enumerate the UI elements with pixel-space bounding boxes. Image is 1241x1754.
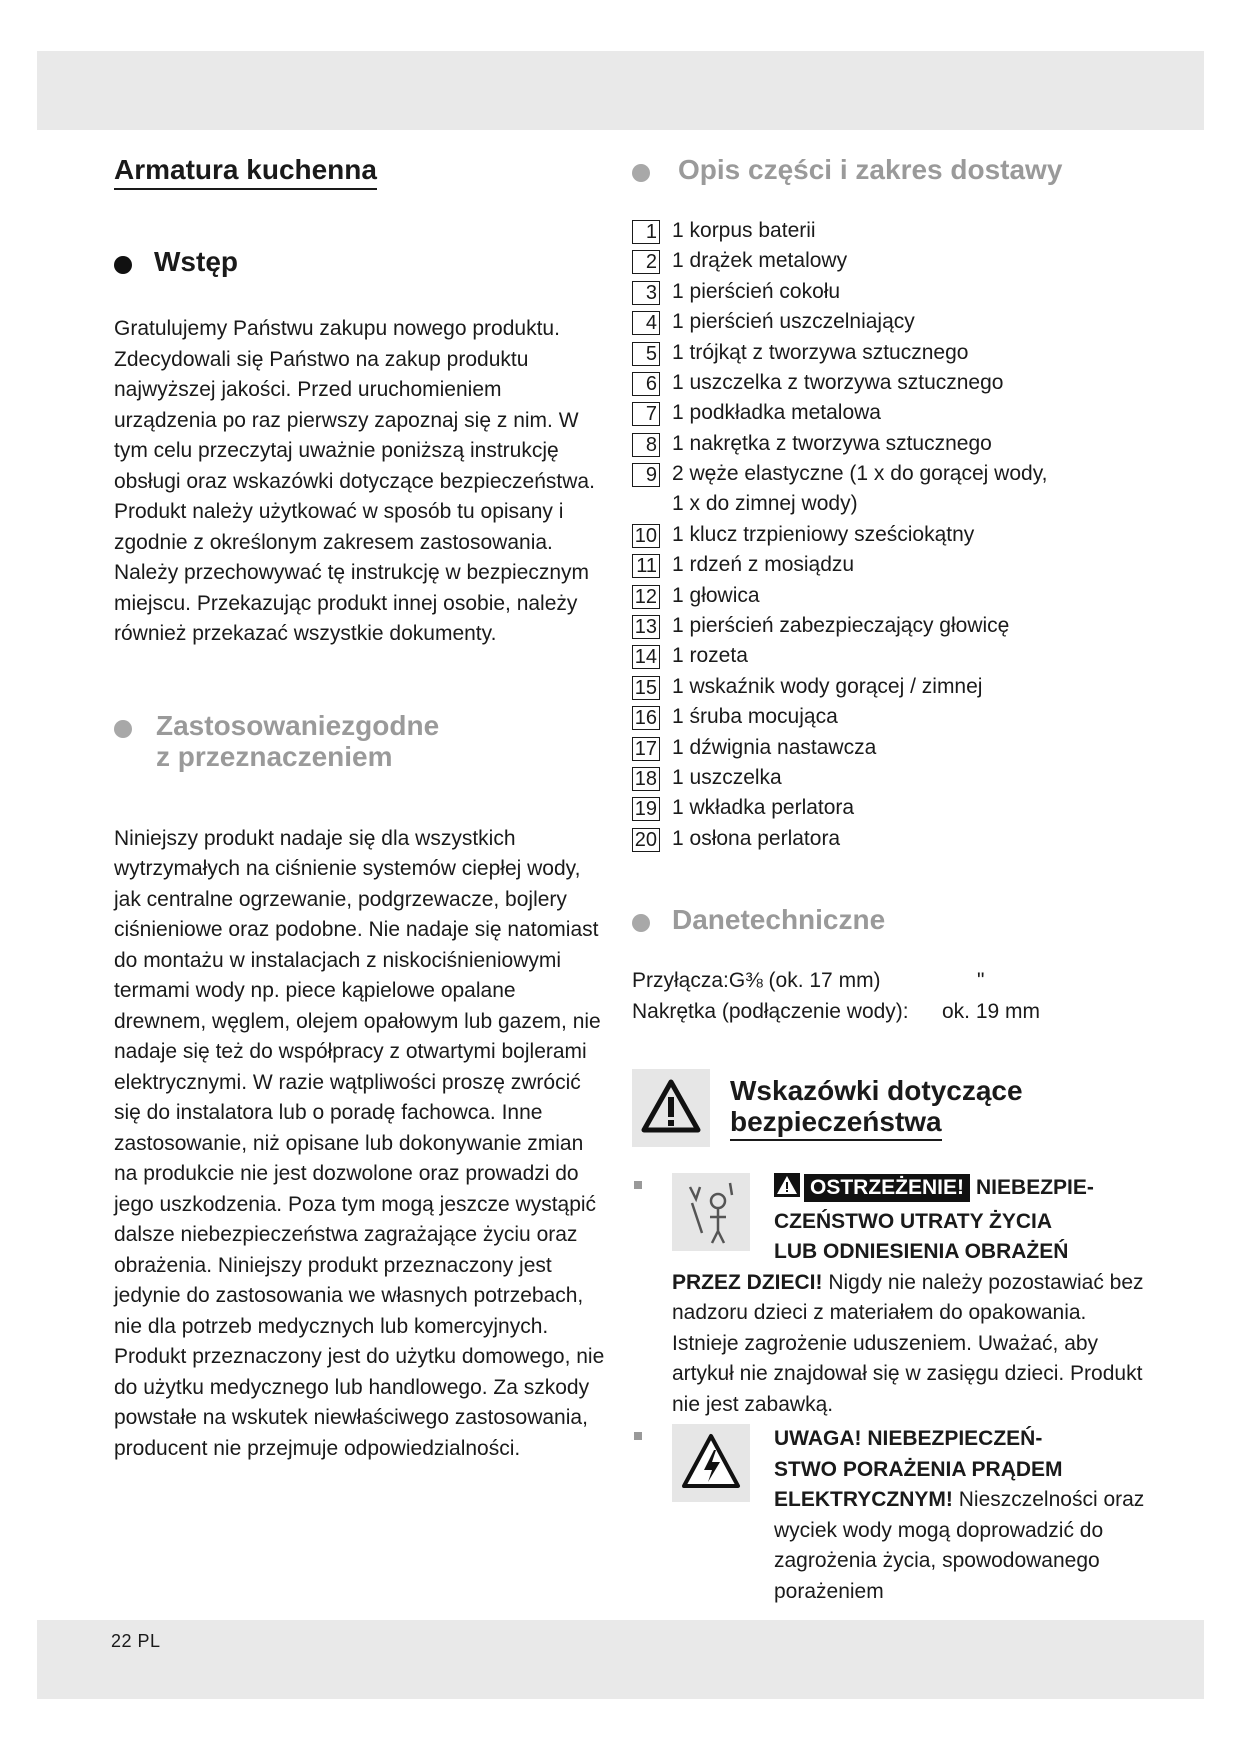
part-number: 2 [632, 250, 660, 274]
warning-badge: OSTRZEŻENIE! [804, 1174, 970, 1202]
part-number: 19 [632, 797, 660, 821]
part-text: 1 korpus baterii [672, 219, 816, 242]
part-number: 7 [632, 402, 660, 426]
part-text: 1 rozeta [672, 644, 748, 668]
part-number: 12 [632, 585, 660, 609]
list-item [632, 398, 1152, 428]
part-text: 1 nakrętka z tworzywa sztucznego [672, 431, 992, 455]
part-number: 3 [632, 281, 660, 305]
tech-connection-label: Przyłącza:G⅜ (ok. 17 mm) [632, 969, 881, 993]
part-text: 1 trójkąt z tworzywa sztucznego [672, 340, 969, 364]
part-number: 9 [632, 463, 660, 487]
intro-paragraph: Gratulujemy Państwu zakupu nowego produktu. Zdecydowali się Państwo na zakup produktu najwyższej jakości. Przed uruchomieniem urządzenia po raz pierwszy zapoznaj się z nim. W tym celu przeczytaj uważnie poniższą instrukcję obsługi oraz wskazówki dotyczące bezpieczeństwa. Produkt należy użytkować w sposób tu opisany i zgodnie z określonym zakresem zastosowania. Należy przechowywać tę instrukcję w bezpiecznym miejscu. Przekazując produkt innej osobie, należy również przekazać wszystkie dokumenty. [114, 317, 595, 645]
header-band [37, 51, 1204, 130]
list-item [632, 246, 1152, 276]
tech-nut-value: ok. 19 mm [942, 999, 1041, 1023]
document-title: Armatura kuchenna [114, 154, 377, 190]
part-number: 15 [632, 676, 660, 700]
warning1-head-a: NIEBEZPIE- [976, 1176, 1094, 1200]
bullet-dot-icon [632, 914, 650, 932]
part-number: 10 [632, 524, 660, 548]
part-number: 1 [632, 220, 660, 244]
part-text: 1 uszczelka z tworzywa sztucznego [672, 370, 1004, 394]
warning-badge-icon [774, 1173, 800, 1207]
tech-row-connection [632, 966, 1152, 997]
part-number: 11 [632, 554, 660, 578]
warning-children [632, 1173, 1152, 1420]
safety-heading-line1: Wskazówki dotyczące [730, 1075, 1023, 1107]
safety-heading [730, 1075, 1023, 1141]
list-item [632, 307, 1152, 337]
warning2-head-a: UWAGA! NIEBEZPIECZEŃ- [774, 1427, 1043, 1451]
left-column [114, 150, 609, 1464]
part-text: 1 pierścień cokołu [672, 279, 841, 303]
usage-heading-line1: Zastosowaniezgodne [156, 709, 440, 741]
list-item [632, 429, 1152, 459]
section-heading-intro [114, 246, 609, 286]
section-heading-tech [632, 904, 1152, 944]
list-item [632, 672, 1152, 702]
warning2-body: Nieszczelności oraz wyciek wody mogą doprowadzić do zagrożenia życia, spowodowanego porażeniem [774, 1488, 1145, 1603]
footer-band [37, 1620, 1204, 1699]
part-number: 18 [632, 767, 660, 791]
electric-hazard-icon [672, 1424, 750, 1502]
child-hazard-icon [672, 1173, 750, 1251]
tech-specs [632, 966, 1152, 1027]
part-text: 1 głowica [672, 583, 760, 607]
warning2-head-b: STWO PORAŻENIA PRĄDEM [774, 1457, 1063, 1481]
list-item [632, 277, 1152, 307]
bullet-dot-icon [114, 720, 132, 738]
tech-row-nut [632, 997, 1152, 1028]
warning-triangle-icon [632, 1069, 710, 1147]
warning1-head-b: CZEŃSTWO UTRATY ŻYCIA [774, 1209, 1053, 1233]
part-text: 1 wkładka perlatora [672, 796, 855, 820]
part-number: 4 [632, 311, 660, 335]
list-item [632, 368, 1152, 398]
right-column [632, 150, 1152, 1607]
usage-paragraph: Niniejszy produkt nadaje się dla wszystkich wytrzymałych na ciśnienie systemów ciepłej wody, jak centralne ogrzewanie, podgrzewacze, bojlery ciśnieniowe oraz podobne. Nie nadaje się natomiast do montażu w instalacjach z niskociśnieniowymi termami wody np. piece kąpielowe opalane drewnem, węglem, olejem opałowym lub gazem, nie nadaje się też do współpracy z otwartymi bojlerami elektrycznymi. W razie wątpliwości proszę zwrócić się do instalatora lub o poradę fachowca. Inne zastosowanie, niż opisane lub dokonywanie zmian na produkcie nie jest dozwolone oraz prowadzi do jego uszkodzenia. Poza tym mogą jeszcze wystąpić dalsze niebezpieczeństwa zagrażające życiu oraz obrażenia. Niniejszy produkt przeznaczony jest jedynie do zastosowania we własnych potrzebach, nie dla potrzeb medycznych lub komercyjnych. Produkt przeznaczony jest do użytku domowego, nie do użytku medycznego lub handlowego. Za szkody powstałe na wskutek niewłaściwego zastosowania, producent nie przejmuje odpowiedzialności. [114, 826, 605, 1460]
warning2-head-c: ELEKTRYCZNYM! [774, 1488, 953, 1512]
list-item [632, 763, 1152, 793]
parts-heading: Opis części i zakres dostawy [678, 154, 1063, 185]
warning1-body: Nigdy nie należy pozostawiać bez nadzoru dzieci z materiałem do opakowania. Istnieje zagrożenie uduszeniem. Uważać, aby artykuł nie znajdował się w zasięgu dzieci. Produkt nie jest zabawką. [672, 1270, 1144, 1416]
warning-electric [632, 1424, 1152, 1607]
part-number: 20 [632, 828, 660, 852]
safety-heading-block [632, 1069, 1152, 1151]
part-number: 8 [632, 433, 660, 457]
part-text: 1 pierścień uszczelniający [672, 310, 915, 334]
part-text: 1 uszczelka [672, 766, 782, 790]
parts-list [632, 216, 1152, 854]
part-text: 1 klucz trzpieniowy sześciokątny [672, 522, 975, 546]
part-text: 1 pierścień zabezpieczający głowicę [672, 614, 1010, 638]
list-item [632, 459, 1152, 520]
part-number: 14 [632, 645, 660, 669]
list-item [632, 216, 1152, 246]
page-number: 22 PL [111, 1631, 161, 1651]
square-bullet-icon [634, 1181, 642, 1189]
bullet-dot-icon [632, 164, 650, 182]
part-text: 1 dźwignia nastawcza [672, 735, 877, 759]
bullet-dot-icon [114, 256, 132, 274]
list-item [632, 702, 1152, 732]
section-heading-usage [114, 710, 609, 780]
part-number: 17 [632, 737, 660, 761]
warning1-head-c: LUB ODNIESIENIA OBRAŻEŃ [774, 1240, 1069, 1264]
part-text: 1 śruba mocująca [672, 705, 838, 729]
part-text: 1 drążek metalowy [672, 249, 848, 273]
warning1-head-d: PRZEZ DZIECI! [672, 1270, 823, 1294]
list-item [632, 733, 1152, 763]
part-text: 2 węże elastyczne (1 x do gorącej wody, 1 x do zimnej wody) [672, 462, 1048, 516]
part-number: 5 [632, 342, 660, 366]
safety-heading-line2: bezpieczeństwa [730, 1106, 942, 1141]
list-item [632, 611, 1152, 641]
list-item [632, 520, 1152, 550]
part-number: 13 [632, 615, 660, 639]
list-item [632, 824, 1152, 854]
section-heading-parts [632, 152, 1152, 192]
square-bullet-icon [634, 1432, 642, 1440]
part-text: 1 osłona perlatora [672, 826, 841, 850]
part-text: 1 podkładka metalowa [672, 401, 881, 425]
tech-heading: Danetechniczne [672, 904, 886, 936]
list-item [632, 581, 1152, 611]
list-item [632, 793, 1152, 823]
part-number: 6 [632, 372, 660, 396]
list-item [632, 641, 1152, 671]
part-text: 1 rdzeń z mosiądzu [672, 553, 855, 577]
part-number: 16 [632, 706, 660, 730]
part-text: 1 wskaźnik wody gorącej / zimnej [672, 674, 983, 698]
tech-nut-label: Nakrętka (podłączenie wody): [632, 999, 909, 1023]
list-item [632, 550, 1152, 580]
tech-connection-value: " [977, 969, 985, 993]
list-item [632, 338, 1152, 368]
usage-heading-line2: z przeznaczeniem [156, 740, 393, 772]
usage-heading [156, 710, 439, 772]
intro-heading: Wstęp [154, 246, 238, 277]
